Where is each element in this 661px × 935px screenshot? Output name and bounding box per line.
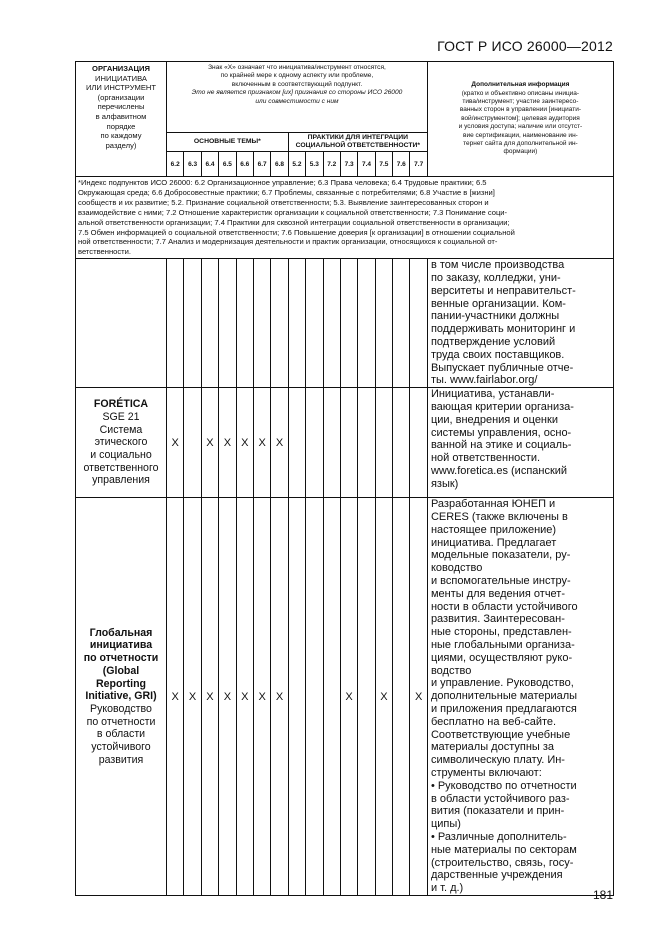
practices-header-line: СОЦИАЛЬНОЙ ОТВЕТСТВЕННОСТИ* [295,142,421,149]
description-line: ципы) [430,818,461,831]
description-line: ции, внедрения и оценки [430,413,558,426]
subclause-code-7.3: 7.3 [340,152,357,177]
note-line: по крайней мере к одному аспекту или проблеме, [220,72,374,80]
org-header-line: ИЛИ ИНСТРУМЕНТ [85,83,157,93]
description-line: CERES (также включены в [430,511,568,524]
legend-line: альной ответственности организации; 7.4 Практики для сквозной интеграции социальной ответственности в организации; [78,217,510,227]
additional-header-line: и условия доступа; наличие или отсутст- [458,123,583,131]
organization-line: Reporting [95,677,147,690]
mark-cell-6.8: X [271,498,288,896]
description-line: • Руководство по отчетности [430,779,577,792]
org-header-line: ИНИЦИАТИВА [95,73,147,83]
mark-cell-7.3 [340,259,357,388]
description-line: менты для ведения отчет- [430,587,566,600]
description-line: Разработанная ЮНЕП и [430,498,556,511]
mark-cell-6.4: X [201,498,218,896]
organization-line: (Global [102,664,140,677]
mark-cell-6.3: X [184,498,201,896]
description-line: и управление. Руководство, [430,677,574,690]
document-header: ГОСТ Р ИСО 26000—2012 [437,38,613,54]
mark-cell-6.7: X [253,388,270,498]
practices-header-line: ПРАКТИКИ ДЛЯ ИНТЕГРАЦИИ [307,134,408,141]
organization-line: Система [99,423,143,436]
subclause-code-6.8: 6.8 [271,152,288,177]
subclause-code-7.5: 7.5 [375,152,392,177]
subclause-code-6.6: 6.6 [236,152,253,177]
description-line: в области устойчивого раз- [430,792,570,805]
organization-line: FORÉTICA [93,398,149,411]
organization-line: инициатива [89,639,153,652]
org-header-line: порядке [106,121,136,131]
subclause-code-7.6: 7.6 [393,152,410,177]
mark-cell-6.7: X [253,498,270,896]
mark-cell-6.6: X [236,388,253,498]
organization-line: по отчетности [86,715,156,728]
description-line: язык) [430,477,459,490]
description-line: ности в области устойчивого [430,600,578,613]
subclause-code-6.2: 6.2 [167,152,184,177]
organization-cell [76,498,167,896]
description-line: ководство [430,562,483,575]
subclause-index-legend [76,177,614,259]
legend-line: ветственности. [78,247,131,257]
subclause-code-7.7: 7.7 [410,152,427,177]
mark-cell-6.5 [219,259,236,388]
organization-line: ответственного [83,461,159,474]
initiatives-table [75,61,614,896]
note-line: Это не является признаком [их] признания со стороны ИСО 26000 [191,89,403,97]
description-line: • Различные дополнитель- [430,830,567,843]
organization-line: управления [92,474,150,487]
mark-cell-5.2 [288,388,305,498]
organization-line: в области [96,728,146,741]
organization-line: Глобальная [89,626,153,639]
additional-info-header [427,62,613,177]
description-line: (строительство, связь, госу- [430,856,574,869]
description-line: ные материалы по секторам [430,843,577,856]
description-line: системы управления, осно- [430,426,572,439]
org-header-line: разделу) [105,140,137,150]
mark-cell-7.2 [323,259,340,388]
description-line: и вспомогательные инстру- [430,575,571,587]
additional-header-line: тернет сайта для дополнительной ин- [463,140,578,148]
subclause-code-5.3: 5.3 [306,152,323,177]
mark-cell-7.4 [358,388,375,498]
description-line: символическую плату. Ин- [430,754,565,767]
mark-cell-6.3 [184,388,201,498]
description-line: труда своих поставщиков. [430,348,565,361]
description-line: струменты включают: [430,766,542,779]
description-line: ной ответственности. [430,452,541,465]
mark-cell-7.2 [323,388,340,498]
legend-line: *Индекс подпунктов ИСО 26000: 6.2 Организационное управление; 6.3 Права человека; 6.4 Трудовые практики; 6.5 [78,178,487,187]
mark-cell-7.6 [393,498,410,896]
mark-cell-5.2 [288,259,305,388]
organization-line: Руководство [90,702,152,715]
table-row [76,498,614,896]
organization-cell [76,388,167,498]
mark-cell-7.7: X [410,498,427,896]
note-line: включенным в соответствующий подпункт. [231,80,363,88]
table-row [76,259,614,388]
additional-header-line: вие сертификации, наименование ин- [463,131,578,139]
description-line: ванной на этике и социаль- [430,439,572,452]
subclause-code-7.4: 7.4 [358,152,375,177]
description-line: материалы доступны за [430,741,555,754]
mark-cell-6.5: X [219,388,236,498]
mark-cell-7.5 [375,259,392,388]
description-line: и т. д.) [430,882,464,895]
org-column-header [76,62,167,177]
org-header-line: по каждому [100,131,142,141]
mark-cell-6.5: X [219,498,236,896]
additional-header-line: вой/инструментом]; целевая аудитория [461,114,580,122]
mark-cell-7.7 [410,388,427,498]
description-line: Соответствующие учебные [430,728,571,741]
description-line: водство [430,664,472,677]
mark-cell-7.3: X [340,498,357,896]
description-line: пании-участники должны [430,310,560,323]
additional-header-line: формации) [503,148,538,156]
table-row [76,388,614,498]
description-line: www.foretica.es (испанский [430,465,568,477]
description-cell [427,498,613,896]
mark-cell-6.6 [236,259,253,388]
description-line: ты. www.fairlabor.org/ [430,374,538,387]
mark-cell-5.3 [306,388,323,498]
organization-line: развития [98,753,144,766]
legend-line: сообществ и их развитие; 5.2. Признание социальной ответственности; 5.3. Выявление заинтересованных сторон и [78,197,489,207]
mark-cell-7.2 [323,498,340,896]
description-line: развития. Заинтересован- [430,613,565,626]
description-line: вития (показатели и прин- [430,805,565,818]
mark-cell-7.5 [375,388,392,498]
additional-header-line: тива/инструмент; участие заинтересо- [462,97,579,105]
description-line: подтверждение условий [430,336,556,349]
description-line: ные глобальными организа- [430,638,575,651]
description-line: ные стороны, представлен- [430,626,572,639]
note-line: Знак «Х» означает что инициатива/инструмент относятся, [208,64,386,71]
mark-cell-7.6 [393,259,410,388]
description-line: бесплатно на веб-сайте. [430,715,557,728]
mark-cell-6.2: X [167,498,184,896]
description-line: вающая критерии организа- [430,401,574,414]
subclause-code-7.2: 7.2 [323,152,340,177]
org-header-line: перечислены [97,102,145,112]
description-line: инициатива. Предлагает [430,536,557,549]
mark-cell-6.6: X [236,498,253,896]
organization-line: Initiative, GRI) [85,690,157,703]
core-subjects-header: ОСНОВНЫЕ ТЕМЫ* [167,133,289,152]
description-line: по заказу, колледжи, уни- [430,272,561,285]
additional-header-line: (кратко и объективно описаны инициа- [461,89,580,97]
mark-cell-6.7 [253,259,270,388]
mark-cell-7.7 [410,259,427,388]
mark-cell-7.4 [358,259,375,388]
note-line: или совместимости с ним [255,97,339,105]
description-line: настоящее приложение) [430,523,557,536]
mark-cell-7.3 [340,388,357,498]
mark-cell-5.3 [306,259,323,388]
additional-header-line: Дополнительная информация [471,81,570,89]
subclause-code-6.4: 6.4 [201,152,218,177]
page-number: 181 [592,888,613,902]
x-mark-note [167,62,428,133]
description-line: циями, осуществляют руко- [430,651,573,664]
subclause-code-6.5: 6.5 [219,152,236,177]
mark-cell-6.4: X [201,388,218,498]
mark-cell-6.2 [167,259,184,388]
mark-cell-6.8 [271,259,288,388]
description-line: дарственные учреждения [430,869,563,882]
org-header-line: ОРГАНИЗАЦИЯ [92,64,150,73]
org-header-line: (организации [97,92,145,102]
additional-header-line: ванных сторон в управлении [инициати- [459,106,582,114]
legend-line: ной ответственности; 7.7 Анализ и модернизация деятельности и практик организации, относящихся к социальной от- [78,237,498,247]
description-line: Выпускает публичные отче- [430,361,574,374]
description-line: в том числе производства [430,259,565,272]
description-line: венные организации. Ком- [430,297,566,310]
description-line: верситеты и неправительст- [430,284,576,297]
legend-line: взаимодействие с ними; 7.2 Отношение характеристик организации к социальной ответственности; 7.3 Понимание соци- [78,207,508,217]
mark-cell-5.2 [288,498,305,896]
mark-cell-6.8: X [271,388,288,498]
integration-practices-header [288,133,427,152]
subclause-code-6.3: 6.3 [184,152,201,177]
legend-line: Окружающая среда; 6.6 Добросовестные практики; 6.7 Проблемы, связанные с потребителями; 6.8 Участие в [жизни] [78,187,495,197]
org-header-line: в алфавитном [95,111,147,121]
subclause-code-5.2: 5.2 [288,152,305,177]
mark-cell-7.5: X [375,498,392,896]
mark-cell-5.3 [306,498,323,896]
mark-cell-6.4 [201,259,218,388]
description-line: дополнительные материалы [430,690,578,703]
organization-line: по отчетности [83,652,159,665]
description-line: поддерживать мониторинг и [430,323,576,336]
description-cell [427,388,613,498]
legend-line: 7.5 Обмен информацией о социальной ответственности; 7.6 Повышение доверия [к организации] в отношении социальной [78,227,515,237]
mark-cell-7.6 [393,388,410,498]
description-line: модельные показатели, ру- [430,549,571,562]
organization-line: и социально [90,449,152,462]
description-cell [427,259,613,388]
mark-cell-6.3 [184,259,201,388]
description-line: Инициатива, устанавли- [430,388,555,401]
organization-cell [76,259,167,388]
mark-cell-6.2: X [167,388,184,498]
mark-cell-7.4 [358,498,375,896]
organization-line: этического [94,436,148,449]
organization-line: устойчивого [91,741,151,754]
organization-line: SGE 21 [102,410,140,423]
description-line: и приложения предлагаются [430,702,577,715]
subclause-code-6.7: 6.7 [253,152,270,177]
